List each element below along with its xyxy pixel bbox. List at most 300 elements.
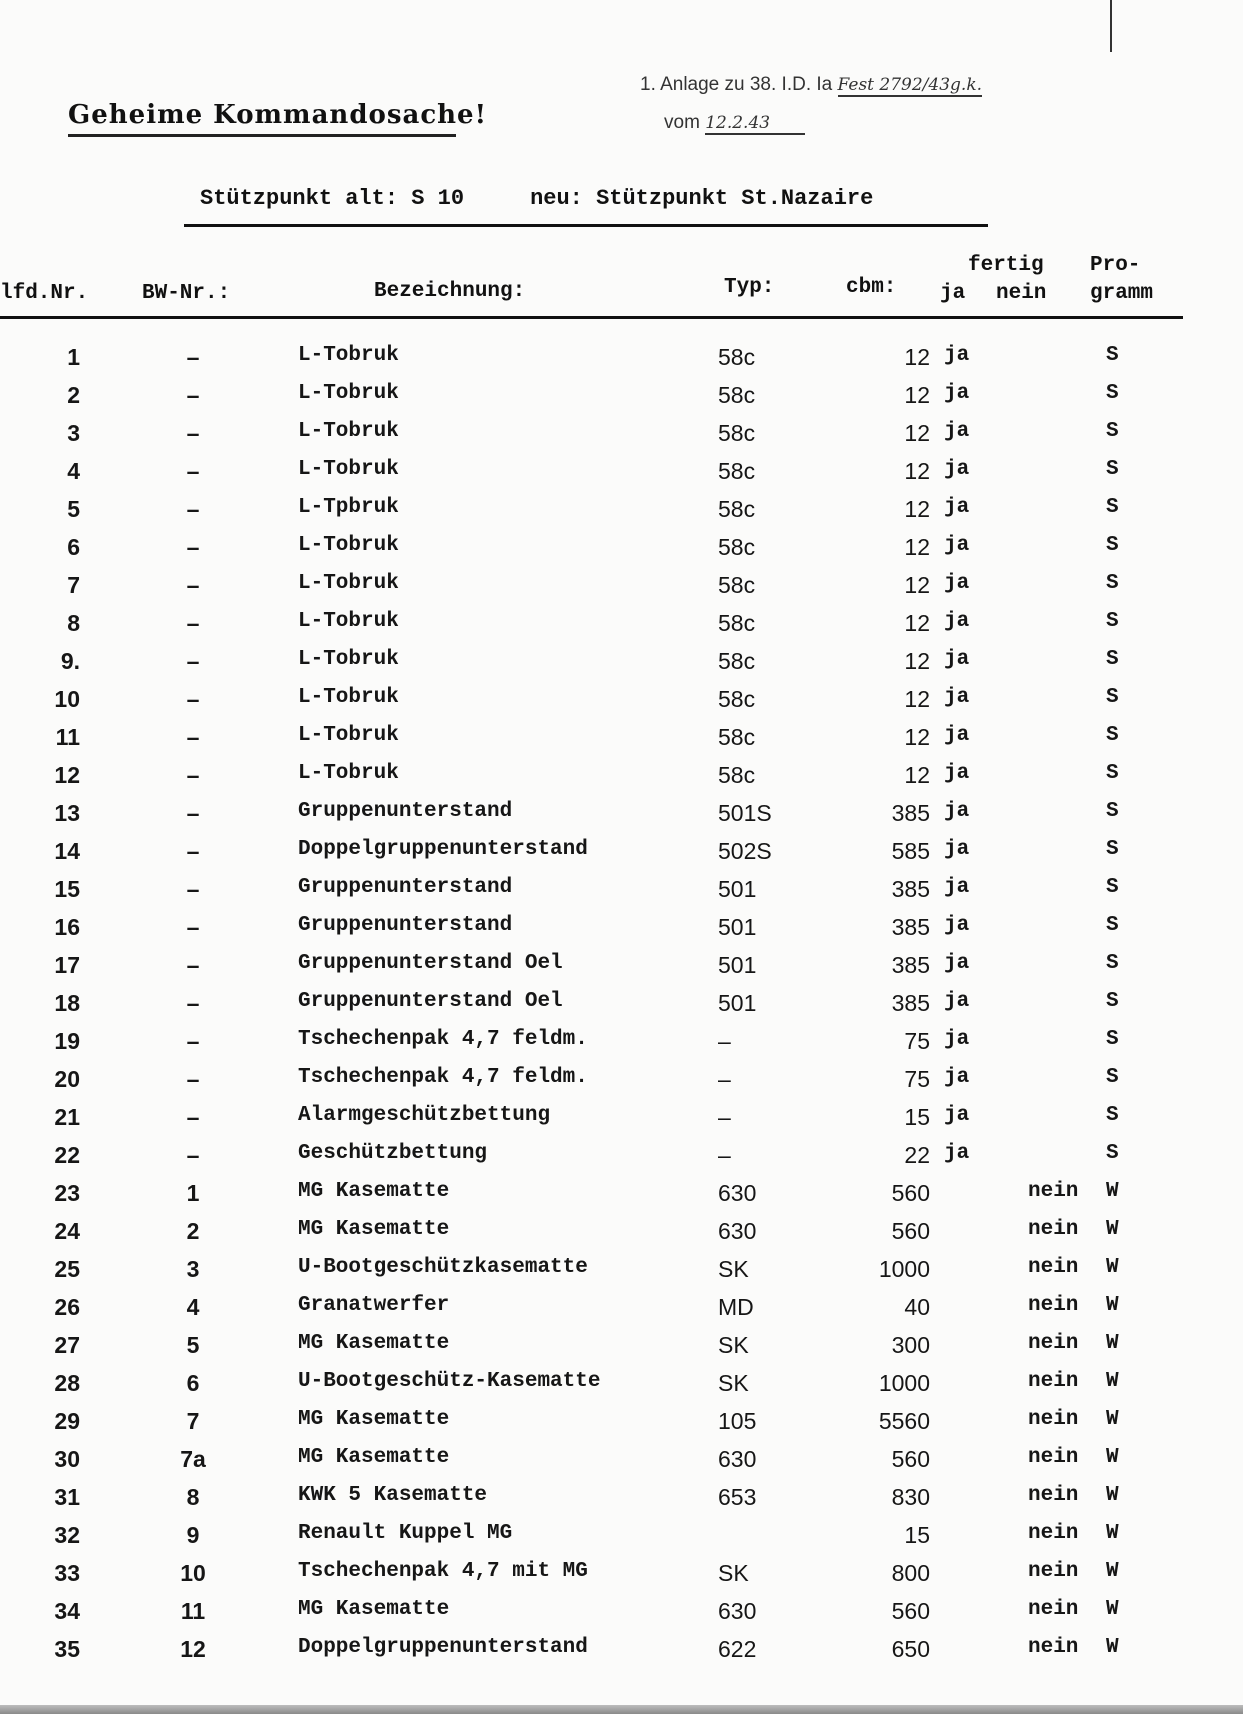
cell-bw-nr: 1 <box>186 1180 200 1206</box>
cell-bezeichnung: MG Kasematte <box>298 1180 450 1203</box>
cell-bw-nr: – <box>186 344 200 370</box>
cell-cbm: 12 <box>904 382 930 408</box>
cell-bezeichnung: Tschechenpak 4,7 feldm. <box>298 1028 588 1051</box>
cell-typ: – <box>718 1066 731 1092</box>
cell-bw-nr: – <box>186 496 200 522</box>
cell-bw-nr: 12 <box>180 1636 206 1662</box>
cell-bezeichnung: L-Tpbruk <box>298 496 399 519</box>
title-new: neu: Stützpunkt St.Nazaire <box>530 186 874 211</box>
header-rule <box>0 316 1183 319</box>
cell-bezeichnung: Alarmgeschützbettung <box>298 1104 551 1127</box>
table-row <box>0 1294 1243 1332</box>
cell-cbm: 560 <box>891 1446 930 1472</box>
cell-cbm: 5560 <box>878 1408 930 1434</box>
cell-bezeichnung: L-Tobruk <box>298 610 399 633</box>
cell-typ: 501 <box>718 914 757 940</box>
table-row <box>0 800 1243 838</box>
cell-typ: 58c <box>718 534 756 560</box>
cell-cbm: 300 <box>891 1332 930 1358</box>
cell-fertig-ja: ja <box>944 952 970 975</box>
table-row <box>0 1180 1243 1218</box>
cell-cbm: 12 <box>904 686 930 712</box>
cell-bw-nr: 2 <box>186 1218 200 1244</box>
cell-bw-nr: – <box>186 686 200 712</box>
cell-typ: SK <box>718 1256 749 1282</box>
cell-bezeichnung: L-Tobruk <box>298 762 399 785</box>
cell-lfd-nr: 19 <box>54 1028 80 1054</box>
cell-programm: S <box>1106 990 1119 1013</box>
cell-lfd-nr: 1 <box>67 344 80 370</box>
cell-programm: S <box>1106 648 1119 671</box>
table-row <box>0 876 1243 914</box>
cell-bw-nr: 8 <box>186 1484 200 1510</box>
cell-typ: 58c <box>718 648 756 674</box>
cell-lfd-nr: 33 <box>54 1560 80 1586</box>
classification-heading: Geheime Kommandosache! <box>68 100 488 130</box>
cell-cbm: 560 <box>891 1598 930 1624</box>
cell-programm: S <box>1106 838 1119 861</box>
table-row <box>0 1104 1243 1142</box>
cell-bw-nr: – <box>186 1066 200 1092</box>
cell-typ: 58c <box>718 496 756 522</box>
cell-bw-nr: – <box>186 800 200 826</box>
cell-fertig-ja: ja <box>944 990 970 1013</box>
table-row <box>0 1522 1243 1560</box>
cell-bw-nr: – <box>186 876 200 902</box>
cell-lfd-nr: 12 <box>54 762 80 788</box>
cell-programm: W <box>1106 1370 1119 1393</box>
annex-reference <box>640 74 982 96</box>
date-handwritten: 12.2.43 <box>705 113 805 135</box>
cell-lfd-nr: 11 <box>55 724 80 750</box>
cell-lfd-nr: 22 <box>54 1142 80 1168</box>
col-header-lfd: lfd.Nr. <box>0 282 89 305</box>
cell-typ: SK <box>718 1370 749 1396</box>
cell-bezeichnung: L-Tobruk <box>298 534 399 557</box>
cell-programm: S <box>1106 1066 1119 1089</box>
cell-fertig-ja: ja <box>944 610 970 633</box>
cell-bezeichnung: L-Tobruk <box>298 572 399 595</box>
cell-lfd-nr: 27 <box>54 1332 80 1358</box>
table-row <box>0 724 1243 762</box>
cell-bw-nr: 4 <box>186 1294 200 1320</box>
cell-lfd-nr: 26 <box>54 1294 80 1320</box>
cell-lfd-nr: 3 <box>67 420 80 446</box>
cell-cbm: 40 <box>904 1294 930 1320</box>
cell-bezeichnung: KWK 5 Kasematte <box>298 1484 488 1507</box>
cell-fertig-nein: nein <box>1028 1332 1079 1355</box>
cell-cbm: 830 <box>891 1484 930 1510</box>
table-row <box>0 610 1243 648</box>
table-row <box>0 496 1243 534</box>
cell-bw-nr: 3 <box>186 1256 200 1282</box>
cell-bezeichnung: Gruppenunterstand <box>298 914 513 937</box>
cell-typ: SK <box>718 1332 749 1358</box>
cell-bezeichnung: L-Tobruk <box>298 382 399 405</box>
cell-bezeichnung: L-Tobruk <box>298 458 399 481</box>
table-row <box>0 1256 1243 1294</box>
table-row <box>0 1028 1243 1066</box>
cell-typ: MD <box>718 1294 754 1320</box>
cell-lfd-nr: 29 <box>54 1408 80 1434</box>
cell-lfd-nr: 7 <box>67 572 80 598</box>
cell-lfd-nr: 9. <box>60 648 80 674</box>
cell-programm: S <box>1106 382 1119 405</box>
cell-bw-nr: 11 <box>180 1598 206 1624</box>
cell-bezeichnung: MG Kasematte <box>298 1408 450 1431</box>
cell-programm: S <box>1106 420 1119 443</box>
cell-bezeichnung: Tschechenpak 4,7 mit MG <box>298 1560 588 1583</box>
cell-bw-nr: – <box>186 952 200 978</box>
cell-programm: S <box>1106 1028 1119 1051</box>
date-prefix: vom <box>664 112 700 133</box>
table-row <box>0 344 1243 382</box>
cell-cbm: 12 <box>904 534 930 560</box>
cell-lfd-nr: 4 <box>67 458 80 484</box>
cell-typ: 630 <box>718 1218 757 1244</box>
cell-programm: S <box>1106 686 1119 709</box>
cell-bezeichnung: MG Kasematte <box>298 1332 450 1355</box>
cell-cbm: 385 <box>891 952 930 978</box>
cell-programm: S <box>1106 724 1119 747</box>
cell-fertig-ja: ja <box>944 382 970 405</box>
cell-fertig-ja: ja <box>944 534 970 557</box>
cell-cbm: 385 <box>891 990 930 1016</box>
cell-typ: 501 <box>718 876 757 902</box>
cell-typ: 630 <box>718 1180 757 1206</box>
cell-bw-nr: – <box>186 420 200 446</box>
scan-bottom-edge <box>0 1705 1243 1714</box>
col-header-ja: ja <box>940 282 966 305</box>
cell-cbm: 12 <box>904 420 930 446</box>
cell-programm: W <box>1106 1218 1119 1241</box>
table-row <box>0 990 1243 1028</box>
col-header-bw: BW-Nr.: <box>142 282 231 305</box>
cell-typ: 630 <box>718 1598 757 1624</box>
cell-cbm: 15 <box>904 1522 930 1548</box>
cell-typ: 501 <box>718 952 757 978</box>
cell-typ: 58c <box>718 382 756 408</box>
cell-fertig-ja: ja <box>944 686 970 709</box>
cell-lfd-nr: 18 <box>54 990 80 1016</box>
cell-fertig-ja: ja <box>944 458 970 481</box>
table-row <box>0 1446 1243 1484</box>
cell-fertig-nein: nein <box>1028 1560 1079 1583</box>
cell-bezeichnung: Tschechenpak 4,7 feldm. <box>298 1066 588 1089</box>
cell-cbm: 585 <box>891 838 930 864</box>
table-row <box>0 1484 1243 1522</box>
cell-programm: S <box>1106 496 1119 519</box>
cell-fertig-ja: ja <box>944 914 970 937</box>
cell-programm: S <box>1106 1104 1119 1127</box>
cell-cbm: 1000 <box>878 1256 930 1282</box>
cell-bezeichnung: Gruppenunterstand <box>298 876 513 899</box>
cell-programm: S <box>1106 952 1119 975</box>
cell-programm: W <box>1106 1636 1119 1659</box>
classification-underline <box>68 134 456 137</box>
cell-cbm: 15 <box>904 1104 930 1130</box>
cell-programm: S <box>1106 1142 1119 1165</box>
cell-lfd-nr: 6 <box>67 534 80 560</box>
cell-typ: 58c <box>718 344 756 370</box>
cell-bw-nr: – <box>186 648 200 674</box>
cell-cbm: 560 <box>891 1180 930 1206</box>
cell-lfd-nr: 21 <box>54 1104 80 1130</box>
cell-programm: W <box>1106 1180 1119 1203</box>
cell-bw-nr: – <box>186 1142 200 1168</box>
cell-lfd-nr: 16 <box>54 914 80 940</box>
cell-bw-nr: – <box>186 534 200 560</box>
cell-bw-nr: – <box>186 1104 200 1130</box>
cell-programm: S <box>1106 534 1119 557</box>
cell-typ: 58c <box>718 610 756 636</box>
cell-typ: 105 <box>718 1408 757 1434</box>
cell-programm: S <box>1106 344 1119 367</box>
date-reference <box>664 112 805 135</box>
cell-cbm: 22 <box>904 1142 930 1168</box>
cell-fertig-ja: ja <box>944 762 970 785</box>
cell-cbm: 12 <box>904 344 930 370</box>
table-row <box>0 648 1243 686</box>
cell-bw-nr: 9 <box>186 1522 200 1548</box>
cell-typ: – <box>718 1028 731 1054</box>
cell-bezeichnung: Gruppenunterstand <box>298 800 513 823</box>
cell-bezeichnung: MG Kasematte <box>298 1218 450 1241</box>
cell-fertig-ja: ja <box>944 572 970 595</box>
table-row <box>0 572 1243 610</box>
cell-fertig-ja: ja <box>944 648 970 671</box>
cell-lfd-nr: 5 <box>67 496 80 522</box>
cell-bezeichnung: L-Tobruk <box>298 344 399 367</box>
cell-cbm: 385 <box>891 876 930 902</box>
cell-programm: W <box>1106 1256 1119 1279</box>
cell-bw-nr: – <box>186 382 200 408</box>
cell-fertig-nein: nein <box>1028 1218 1079 1241</box>
cell-lfd-nr: 28 <box>54 1370 80 1396</box>
cell-cbm: 12 <box>904 458 930 484</box>
cell-typ: 622 <box>718 1636 757 1662</box>
cell-lfd-nr: 31 <box>54 1484 80 1510</box>
cell-fertig-nein: nein <box>1028 1522 1079 1545</box>
cell-lfd-nr: 35 <box>54 1636 80 1662</box>
cell-lfd-nr: 32 <box>54 1522 80 1548</box>
cell-fertig-ja: ja <box>944 1142 970 1165</box>
cell-cbm: 12 <box>904 762 930 788</box>
cell-fertig-ja: ja <box>944 1028 970 1051</box>
cell-lfd-nr: 30 <box>54 1446 80 1472</box>
table-row <box>0 1142 1243 1180</box>
cell-lfd-nr: 34 <box>54 1598 80 1624</box>
cell-programm: W <box>1106 1294 1119 1317</box>
table-row <box>0 952 1243 990</box>
cell-typ: – <box>718 1142 731 1168</box>
cell-programm: S <box>1106 876 1119 899</box>
cell-fertig-ja: ja <box>944 1104 970 1127</box>
cell-fertig-nein: nein <box>1028 1484 1079 1507</box>
cell-bezeichnung: MG Kasematte <box>298 1598 450 1621</box>
cell-bw-nr: – <box>186 458 200 484</box>
cell-fertig-ja: ja <box>944 724 970 747</box>
cell-fertig-ja: ja <box>944 1066 970 1089</box>
cell-lfd-nr: 24 <box>54 1218 80 1244</box>
cell-fertig-nein: nein <box>1028 1256 1079 1279</box>
cell-bw-nr: 7a <box>180 1446 206 1472</box>
table-row <box>0 382 1243 420</box>
table-row <box>0 534 1243 572</box>
cell-cbm: 12 <box>904 610 930 636</box>
cell-bezeichnung: U-Bootgeschützkasematte <box>298 1256 588 1279</box>
cell-programm: S <box>1106 800 1119 823</box>
cell-fertig-ja: ja <box>944 496 970 519</box>
cell-typ: – <box>718 1104 731 1130</box>
cell-bw-nr: 5 <box>186 1332 200 1358</box>
cell-programm: W <box>1106 1408 1119 1431</box>
cell-bw-nr: 10 <box>180 1560 206 1586</box>
col-header-programm-top: Pro- <box>1090 254 1141 277</box>
cell-fertig-nein: nein <box>1028 1294 1079 1317</box>
cell-bezeichnung: Doppelgruppenunterstand <box>298 1636 588 1659</box>
cell-lfd-nr: 2 <box>67 382 80 408</box>
cell-lfd-nr: 17 <box>54 952 80 978</box>
cell-programm: W <box>1106 1598 1119 1621</box>
cell-typ: 58c <box>718 420 756 446</box>
cell-typ: 630 <box>718 1446 757 1472</box>
cell-cbm: 12 <box>904 496 930 522</box>
cell-bezeichnung: Renault Kuppel MG <box>298 1522 513 1545</box>
cell-bezeichnung: L-Tobruk <box>298 724 399 747</box>
cell-cbm: 12 <box>904 648 930 674</box>
col-header-nein: nein <box>996 282 1047 305</box>
cell-programm: S <box>1106 762 1119 785</box>
cell-typ: 502S <box>718 838 772 864</box>
cell-typ: 58c <box>718 572 756 598</box>
stuetzpunkt-title <box>200 186 873 211</box>
cell-lfd-nr: 8 <box>67 610 80 636</box>
cell-cbm: 800 <box>891 1560 930 1586</box>
annex-handwritten-ref: Fest 2792/43g.k. <box>837 75 983 95</box>
table-row <box>0 762 1243 800</box>
cell-programm: S <box>1106 572 1119 595</box>
col-header-fertig: fertig <box>968 254 1044 277</box>
table-row <box>0 458 1243 496</box>
cell-programm: S <box>1106 914 1119 937</box>
cell-programm: W <box>1106 1446 1119 1469</box>
cell-bezeichnung: U-Bootgeschütz-Kasematte <box>298 1370 601 1393</box>
title-old: Stützpunkt alt: S 10 <box>200 186 465 211</box>
cell-cbm: 75 <box>904 1066 930 1092</box>
cell-bezeichnung: Geschützbettung <box>298 1142 488 1165</box>
annex-prefix: 1. Anlage zu 38. I.D. Ia <box>640 74 833 95</box>
table-row <box>0 420 1243 458</box>
cell-typ: 58c <box>718 458 756 484</box>
cell-typ: 58c <box>718 762 756 788</box>
cell-programm: S <box>1106 610 1119 633</box>
table-row <box>0 838 1243 876</box>
cell-bw-nr: – <box>186 1028 200 1054</box>
cell-typ: 501S <box>718 800 772 826</box>
cell-programm: W <box>1106 1332 1119 1355</box>
cell-bw-nr: 7 <box>186 1408 200 1434</box>
cell-lfd-nr: 15 <box>54 876 80 902</box>
cell-bezeichnung: Gruppenunterstand Oel <box>298 952 563 975</box>
cell-lfd-nr: 10 <box>54 686 80 712</box>
cell-programm: W <box>1106 1522 1119 1545</box>
cell-typ: 501 <box>718 990 757 1016</box>
col-header-cbm: cbm: <box>846 276 897 299</box>
cell-bezeichnung: L-Tobruk <box>298 420 399 443</box>
scan-edge-line <box>1110 0 1112 52</box>
cell-typ: 58c <box>718 724 756 750</box>
col-header-bezeichnung: Bezeichnung: <box>374 280 526 303</box>
cell-bw-nr: – <box>186 914 200 940</box>
cell-lfd-nr: 20 <box>54 1066 80 1092</box>
table-row <box>0 1332 1243 1370</box>
table-row <box>0 1598 1243 1636</box>
cell-cbm: 12 <box>904 724 930 750</box>
cell-fertig-ja: ja <box>944 876 970 899</box>
table-row <box>0 686 1243 724</box>
cell-cbm: 385 <box>891 800 930 826</box>
cell-bezeichnung: Granatwerfer <box>298 1294 450 1317</box>
col-header-typ: Typ: <box>724 276 775 299</box>
cell-bw-nr: – <box>186 572 200 598</box>
cell-typ: SK <box>718 1560 749 1586</box>
cell-cbm: 1000 <box>878 1370 930 1396</box>
cell-bw-nr: 6 <box>186 1370 200 1396</box>
cell-bezeichnung: Doppelgruppenunterstand <box>298 838 588 861</box>
cell-cbm: 12 <box>904 572 930 598</box>
table-row <box>0 914 1243 952</box>
cell-bw-nr: – <box>186 762 200 788</box>
cell-bezeichnung: L-Tobruk <box>298 648 399 671</box>
cell-fertig-ja: ja <box>944 420 970 443</box>
cell-fertig-nein: nein <box>1028 1180 1079 1203</box>
cell-fertig-nein: nein <box>1028 1408 1079 1431</box>
table-row <box>0 1370 1243 1408</box>
cell-cbm: 560 <box>891 1218 930 1244</box>
cell-programm: W <box>1106 1560 1119 1583</box>
cell-lfd-nr: 25 <box>54 1256 80 1282</box>
cell-lfd-nr: 14 <box>54 838 80 864</box>
cell-fertig-nein: nein <box>1028 1446 1079 1469</box>
cell-typ: 653 <box>718 1484 757 1510</box>
table-row <box>0 1636 1243 1674</box>
table-row <box>0 1066 1243 1104</box>
cell-typ: 58c <box>718 686 756 712</box>
table-row <box>0 1408 1243 1446</box>
cell-cbm: 385 <box>891 914 930 940</box>
title-underline <box>184 224 988 227</box>
table-row <box>0 1560 1243 1598</box>
cell-fertig-nein: nein <box>1028 1370 1079 1393</box>
cell-bezeichnung: Gruppenunterstand Oel <box>298 990 563 1013</box>
cell-bw-nr: – <box>186 838 200 864</box>
cell-fertig-ja: ja <box>944 800 970 823</box>
cell-lfd-nr: 23 <box>54 1180 80 1206</box>
cell-bw-nr: – <box>186 990 200 1016</box>
cell-bezeichnung: MG Kasematte <box>298 1446 450 1469</box>
table-row <box>0 1218 1243 1256</box>
cell-programm: S <box>1106 458 1119 481</box>
cell-programm: W <box>1106 1484 1119 1507</box>
cell-fertig-nein: nein <box>1028 1598 1079 1621</box>
cell-lfd-nr: 13 <box>54 800 80 826</box>
cell-bw-nr: – <box>186 610 200 636</box>
cell-bezeichnung: L-Tobruk <box>298 686 399 709</box>
cell-bw-nr: – <box>186 724 200 750</box>
cell-fertig-ja: ja <box>944 838 970 861</box>
cell-fertig-ja: ja <box>944 344 970 367</box>
